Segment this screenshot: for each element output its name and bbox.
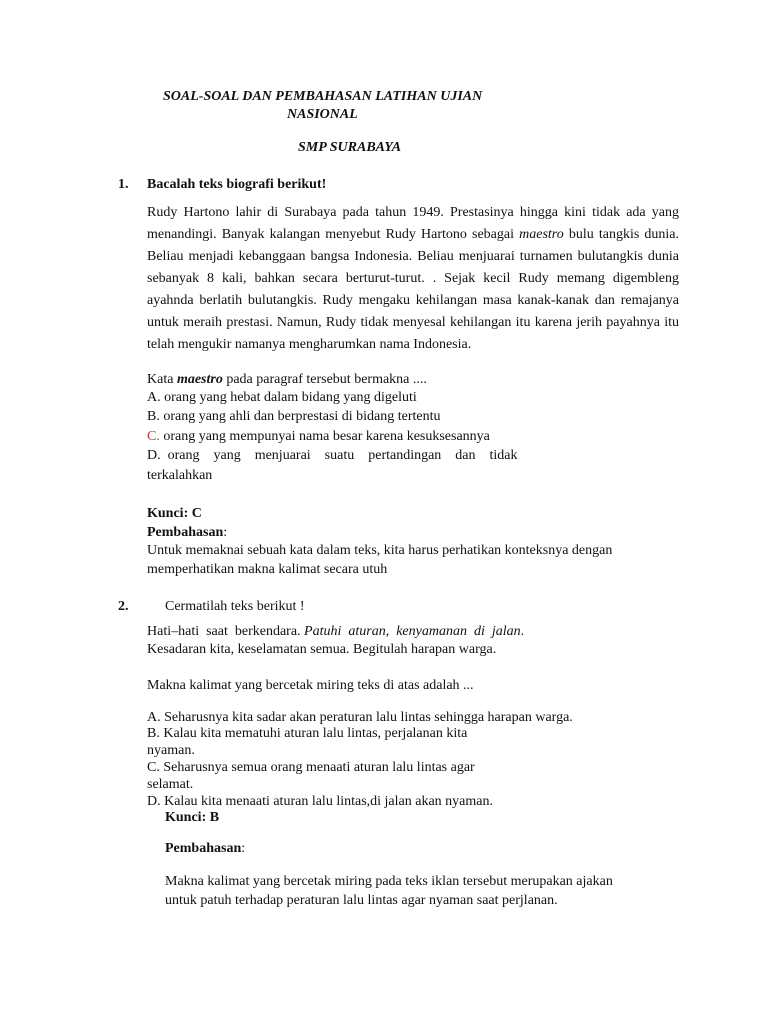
q1-option-c-letter: C. [147, 429, 160, 444]
q2-question: Makna kalimat yang bercetak miring teks di atas adalah ... [147, 678, 474, 693]
q1-question [147, 371, 427, 389]
q2-ad-line2: Kesadaran kita, keselamatan semua. Begitulah harapan warga. [147, 642, 497, 657]
q2-option-b-line1: B. Kalau kita mematuhi aturan lalu lintas, perjalanan kita [147, 726, 468, 741]
q1-option-d-line1: D. orang yang menjuarai suatu pertandingan dan tidak [147, 448, 518, 463]
q2-option-b-line2: nyaman. [147, 743, 195, 758]
q1-passage-part1: Rudy Hartono lahir di Surabaya pada tahun 1949. Prestasinya hingga kini tidak ada yang menandingi. Banyak kalangan menyebut Rudy Hartono sebagai [147, 205, 679, 242]
q1-discussion-colon: : [223, 525, 228, 540]
q2-discussion-label: Pembahasan [165, 841, 242, 856]
doc-school: SMP SURABAYA [298, 140, 402, 155]
q1-number: 1. [118, 177, 129, 192]
q1-passage [147, 202, 679, 356]
q2-answer-key: Kunci: B [165, 810, 220, 825]
q1-discussion-heading [147, 524, 227, 542]
q2-option-c-line2: selamat. [147, 777, 194, 792]
q2-ad-plain: Hati–hati saat berkendara. [147, 624, 305, 639]
q2-number: 2. [118, 599, 129, 614]
q1-discussion-line2: memperhatikan makna kalimat secara utuh [147, 562, 388, 577]
q1-passage-italic-word: maestro [519, 227, 564, 242]
q2-ad-end: . [520, 624, 525, 639]
q2-discussion-heading [165, 840, 245, 858]
q1-option-c [147, 428, 490, 446]
q2-ad-line1 [147, 623, 524, 641]
doc-title-line1: SOAL-SOAL DAN PEMBAHASAN LATIHAN UJIAN [163, 89, 483, 104]
q2-option-d: D. Kalau kita menaati aturan lalu lintas,di jalan akan nyaman. [147, 794, 493, 809]
q1-option-c-text: orang yang mempunyai nama besar karena kesuksesannya [159, 429, 490, 444]
q1-instruction: Bacalah teks biografi berikut! [147, 177, 327, 192]
q2-discussion-colon: : [241, 841, 246, 856]
q1-answer-key: Kunci: C [147, 506, 202, 521]
q1-question-term: maestro [176, 372, 223, 387]
q2-discussion-line2: untuk patuh terhadap peraturan lalu lintas agar nyaman saat perjlanan. [165, 893, 558, 908]
q1-discussion-label: Pembahasan [147, 525, 224, 540]
q1-question-post: pada paragraf tersebut bermakna .... [222, 372, 427, 387]
q1-passage-part2: bulu tangkis dunia. Beliau menjadi kebanggaan bangsa Indonesia. Beliau menjuarai turnamen bulutangkis dunia sebanyak 8 kali, bahkan secara berturut-turut. . Sejak kecil Rudy memang digembleng ayahnda berlatih bulutangkis. Rudy mengaku kehilangan masa kanak-kanak dan remajanya untuk meraih prestasi. Namun, Rudy tidak menyesal kehilangan itu karena jerih payahnya itu telah mengukir namanya mengharumkan nama Indonesia. [147, 227, 680, 352]
q2-ad-italic: Patuhi aturan, kenyamanan di jalan [304, 624, 521, 639]
q1-discussion-line1: Untuk memaknai sebuah kata dalam teks, kita harus perhatikan konteksnya dengan [147, 543, 613, 558]
q1-option-d-line2: terkalahkan [147, 468, 213, 483]
q1-option-b: B. orang yang ahli dan berprestasi di bidang tertentu [147, 409, 441, 424]
doc-title-line2: NASIONAL [287, 107, 358, 122]
q2-discussion-line1: Makna kalimat yang bercetak miring pada teks iklan tersebut merupakan ajakan [165, 874, 613, 889]
q2-instruction: Cermatilah teks berikut ! [165, 599, 305, 614]
q2-option-c-line1: C. Seharusnya semua orang menaati aturan lalu lintas agar [147, 760, 475, 775]
q1-option-a: A. orang yang hebat dalam bidang yang digeluti [147, 390, 417, 405]
q2-option-a: A. Seharusnya kita sadar akan peraturan lalu lintas sehingga harapan warga. [147, 710, 573, 725]
q1-question-pre: Kata [147, 372, 177, 387]
